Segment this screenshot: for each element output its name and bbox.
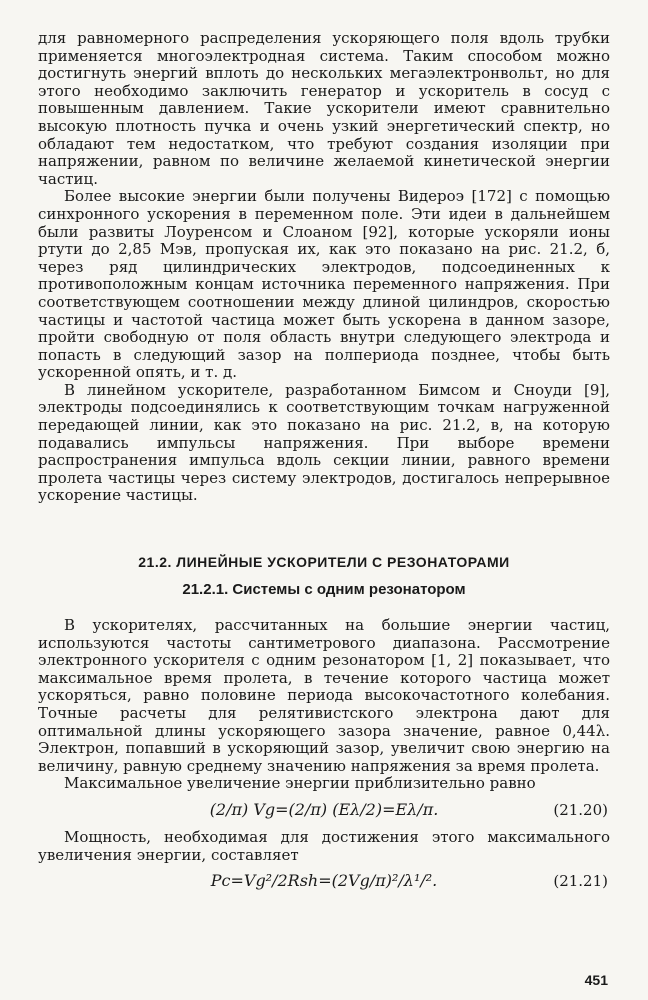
equation-21-21	[38, 870, 610, 892]
section-gap	[38, 505, 610, 553]
equation-number: (21.21)	[553, 872, 608, 891]
page-number: 451	[584, 972, 608, 988]
equation-number: (21.20)	[553, 800, 608, 819]
equation-21-20	[38, 799, 610, 821]
book-page	[38, 30, 610, 900]
paragraph-4: В ускорителях, рассчитанных на большие энергии частиц, используются частоты сантиметрового диапазона. Рассмотрение электронного ускорителя с одним резонатором [1, 2] показывает, что максимальное время пролета, в течение которого частица может ускоряться, равно половине периода высокочастотного колебания. Точные расчеты для релятивистского электрона дают для оптимальной длины ускоряющего зазора значение, равное 0,44λ. Электрон, попавший в ускоряющий зазор, увеличит свою энергию на величину, равную среднему значению напряжения за время пролета.	[38, 616, 610, 775]
paragraph-1: для равномерного распределения ускоряющего поля вдоль трубки применяется многоэлектродная система. Таким способом можно достигнуть энергий вплоть до нескольких мегаэлектронвольт, но для этого необходимо заключить генератор и ускоритель в сосуд с повышенным давлением. Такие ускорители имеют сравнительно высокую плотность пучка и очень узкий энергетический спектр, но обладают тем недостатком, что требуют создания изоляции при напряжении, равном по величине желаемой кинетической энергии частиц.	[38, 29, 610, 188]
paragraph-5: Максимальное увеличение энергии приблизительно равно	[64, 774, 536, 793]
paragraph-3: В линейном ускорителе, разработанном Бимсом и Сноуди [9], электроды подсоединялись к соответствующим точкам нагруженной передающей линии, как это показано на рис. 21.2, в, на которую подавались импульсы напряжения. При выборе времени распространения импульса вдоль секции линии, равного времени пролета частицы через систему электродов, достигалось непрерывное ускорение частицы.	[38, 380, 610, 505]
paragraph-6: Мощность, необходимая для достижения этого максимального увеличения энергии, составляет	[38, 827, 610, 864]
equation-formula: (2/π) Vg=(2/π) (Eλ/2)=Eλ/π.	[209, 799, 439, 819]
equation-formula: Pc=Vg²/2Rsh=(2Vg/π)²/λ¹/².	[210, 871, 438, 891]
paragraph-2: Более высокие энергии были получены Видероэ [172] с помощью синхронного ускорения в переменном поле. Эти идеи в дальнейшем были развиты Лоуренсом и Слоаном [92], которые ускоряли ионы ртути до 2,85 Мэв, пропуская их, как это показано на рис. 21.2, б, через ряд цилиндрических электродов, подсоединенных к противоположным концам источника переменного напряжения. При соответствующем соотношении между длиной цилиндров, скоростью частицы и частотой частица может быть ускорена в данном зазоре, пройти свободную от поля область внутри следующего электрода и попасть в следующий зазор на полпериода позднее, чтобы быть ускоренной опять, и т. д.	[38, 187, 610, 382]
section-heading: 21.2. ЛИНЕЙНЫЕ УСКОРИТЕЛИ С РЕЗОНАТОРАМИ	[138, 554, 510, 571]
subsection-heading: 21.2.1. Системы с одним резонатором	[182, 581, 466, 599]
